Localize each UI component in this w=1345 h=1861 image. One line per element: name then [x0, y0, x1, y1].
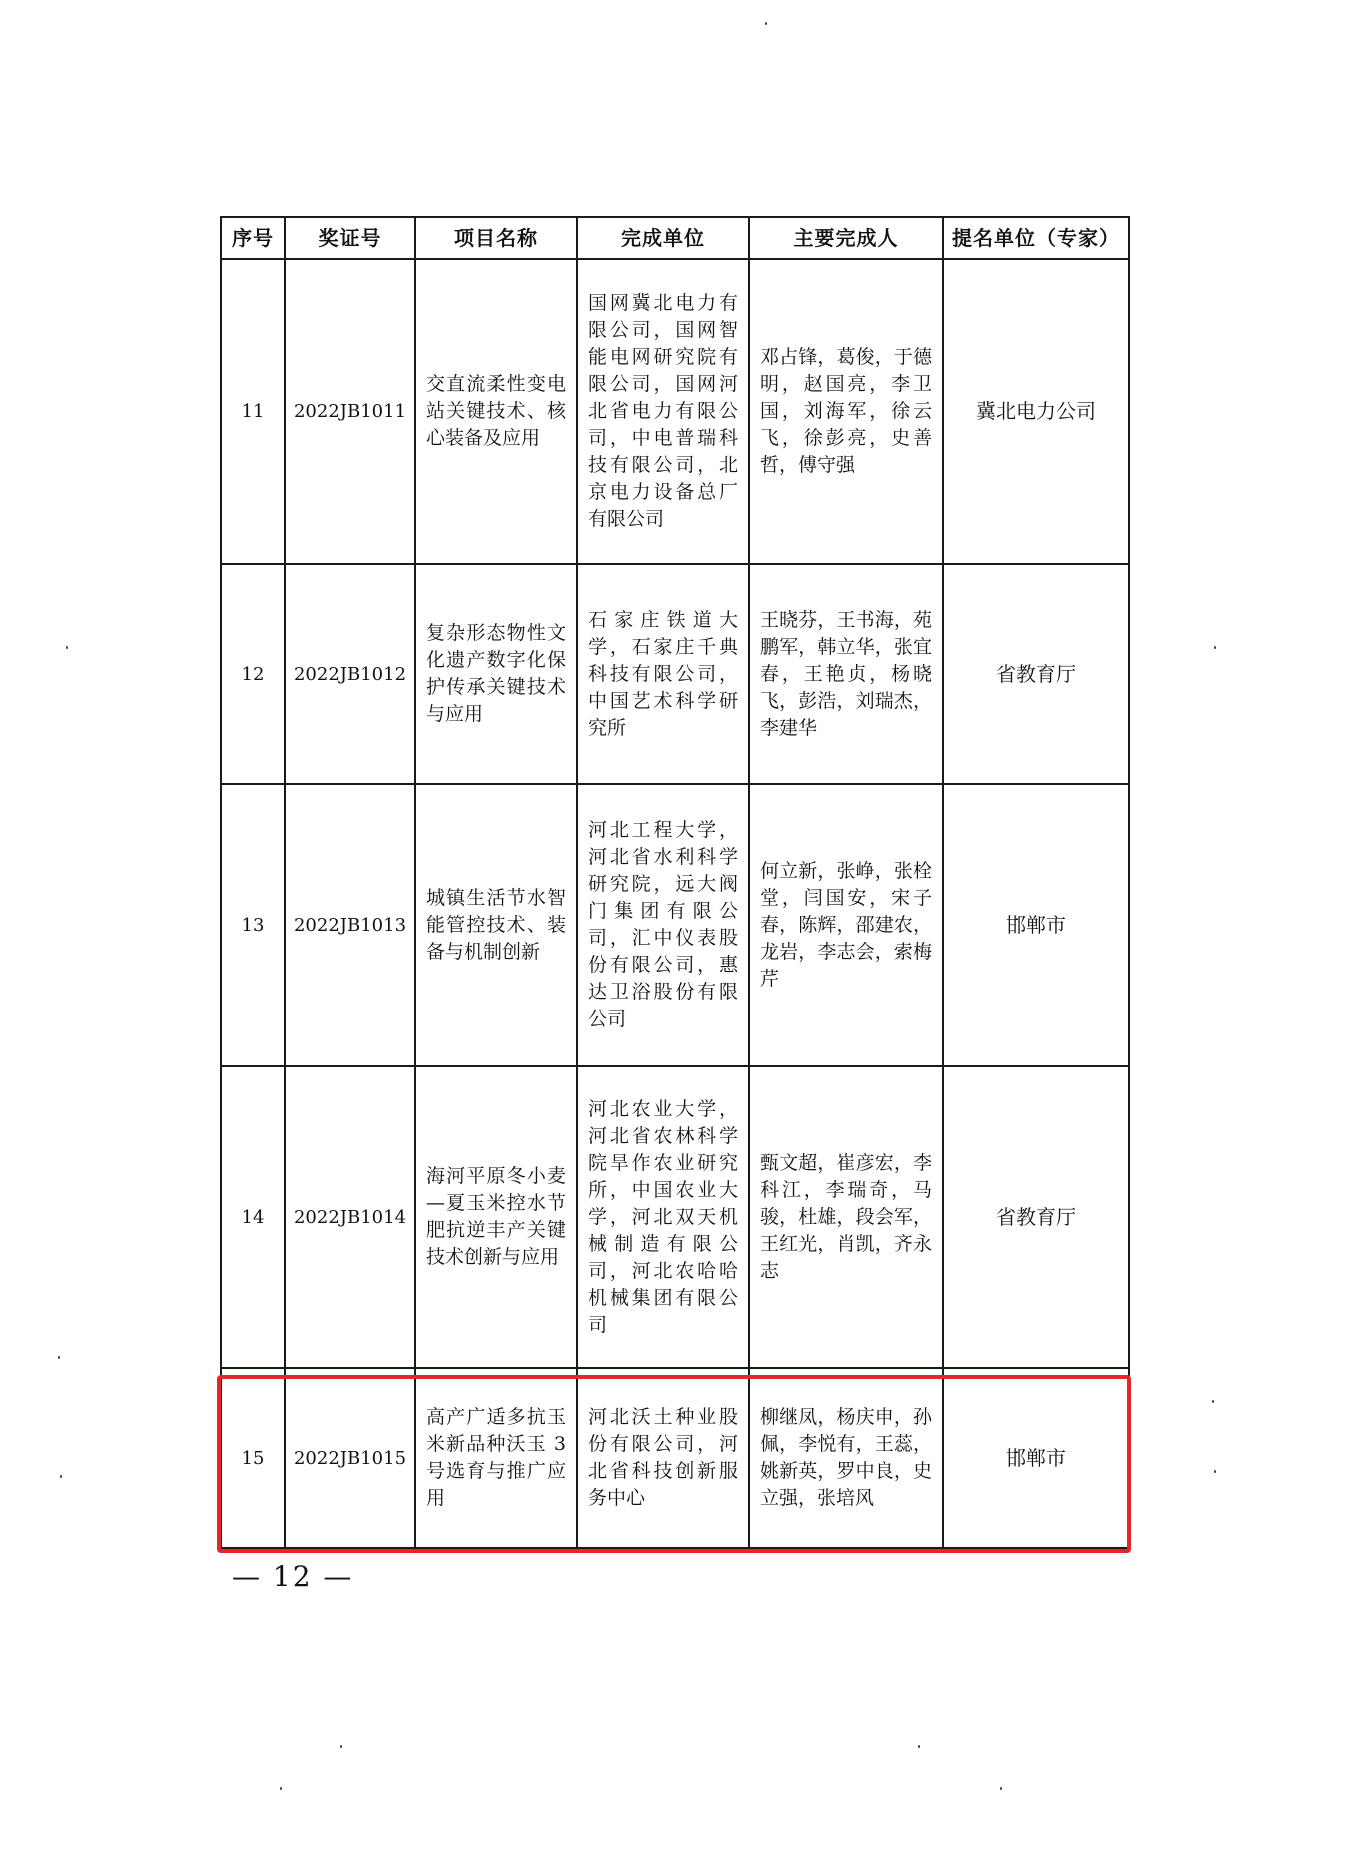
header-seq: 序号	[221, 217, 285, 259]
table-row	[221, 784, 1129, 1066]
scan-speck	[280, 1787, 282, 1790]
scan-speck	[1214, 646, 1216, 649]
header-project: 项目名称	[415, 217, 577, 259]
award-table	[220, 216, 1130, 1549]
table-header-row	[221, 217, 1129, 259]
cell-seq: 14	[221, 1066, 285, 1368]
cell-nominator: 省教育厅	[943, 1066, 1129, 1368]
cell-seq: 13	[221, 784, 285, 1066]
scan-speck	[340, 1745, 342, 1748]
scan-speck	[1214, 1470, 1216, 1473]
cell-people: 何立新，张峥，张栓堂，闫国安，宋子春，陈辉，邵建农，龙岩，李志会，索梅芹	[749, 784, 943, 1066]
header-cert: 奖证号	[285, 217, 415, 259]
cell-unit: 国网冀北电力有限公司，国网智能电网研究院有限公司，国网河北省电力有限公司，中电普瑞科技有限公司，北京电力设备总厂有限公司	[577, 259, 749, 564]
cell-nominator: 省教育厅	[943, 564, 1129, 784]
cell-unit: 河北农业大学，河北省农林科学院旱作农业研究所，中国农业大学，河北双天机械制造有限公司，河北农哈哈机械集团有限公司	[577, 1066, 749, 1368]
cell-cert: 2022JB1012	[285, 564, 415, 784]
scan-speck	[60, 1475, 62, 1478]
page-number: — 12 —	[232, 1560, 354, 1593]
cell-nominator: 冀北电力公司	[943, 259, 1129, 564]
table-row	[221, 564, 1129, 784]
cell-unit: 石家庄铁道大学，石家庄千典科技有限公司，中国艺术科学研究所	[577, 564, 749, 784]
header-people: 主要完成人	[749, 217, 943, 259]
cell-unit: 河北沃土种业股份有限公司，河北省科技创新服务中心	[577, 1368, 749, 1548]
cell-people: 甄文超，崔彦宏，李科江，李瑞奇，马骏，杜雄，段会军，王红光，肖凯，齐永志	[749, 1066, 943, 1368]
cell-people: 柳继凤，杨庆申，孙佩，李悦有，王蕊，姚新英，罗中良，史立强，张培风	[749, 1368, 943, 1548]
cell-project: 海河平原冬小麦—夏玉米控水节肥抗逆丰产关键技术创新与应用	[415, 1066, 577, 1368]
scan-speck	[66, 646, 68, 649]
cell-nominator: 邯郸市	[943, 1368, 1129, 1548]
header-unit: 完成单位	[577, 217, 749, 259]
cell-cert: 2022JB1011	[285, 259, 415, 564]
cell-seq: 11	[221, 259, 285, 564]
scan-speck	[1000, 1787, 1002, 1790]
cell-nominator: 邯郸市	[943, 784, 1129, 1066]
scan-speck	[1212, 1400, 1214, 1403]
scan-speck	[765, 22, 767, 25]
cell-people: 邓占锋，葛俊，于德明，赵国亮，李卫国，刘海军，徐云飞，徐彭亮，史善哲，傅守强	[749, 259, 943, 564]
cell-people: 王晓芬，王书海，苑鹏军，韩立华，张宜春，王艳贞，杨晓飞，彭浩，刘瑞杰，李建华	[749, 564, 943, 784]
cell-project: 复杂形态物性文化遗产数字化保护传承关键技术与应用	[415, 564, 577, 784]
table-row	[221, 259, 1129, 564]
cell-unit: 河北工程大学，河北省水利科学研究院，远大阀门集团有限公司，汇中仪表股份有限公司，惠达卫浴股份有限公司	[577, 784, 749, 1066]
table-row-highlighted	[221, 1368, 1129, 1548]
cell-seq: 15	[221, 1368, 285, 1548]
header-nominator: 提名单位（专家）	[943, 217, 1129, 259]
cell-seq: 12	[221, 564, 285, 784]
cell-cert: 2022JB1014	[285, 1066, 415, 1368]
cell-cert: 2022JB1013	[285, 784, 415, 1066]
cell-cert: 2022JB1015	[285, 1368, 415, 1548]
scan-speck	[918, 1745, 920, 1748]
cell-project: 城镇生活节水智能管控技术、装备与机制创新	[415, 784, 577, 1066]
table-row	[221, 1066, 1129, 1368]
cell-project: 交直流柔性变电站关键技术、核心装备及应用	[415, 259, 577, 564]
scan-speck	[58, 1356, 60, 1359]
cell-project: 高产广适多抗玉米新品种沃玉 3 号选育与推广应用	[415, 1368, 577, 1548]
